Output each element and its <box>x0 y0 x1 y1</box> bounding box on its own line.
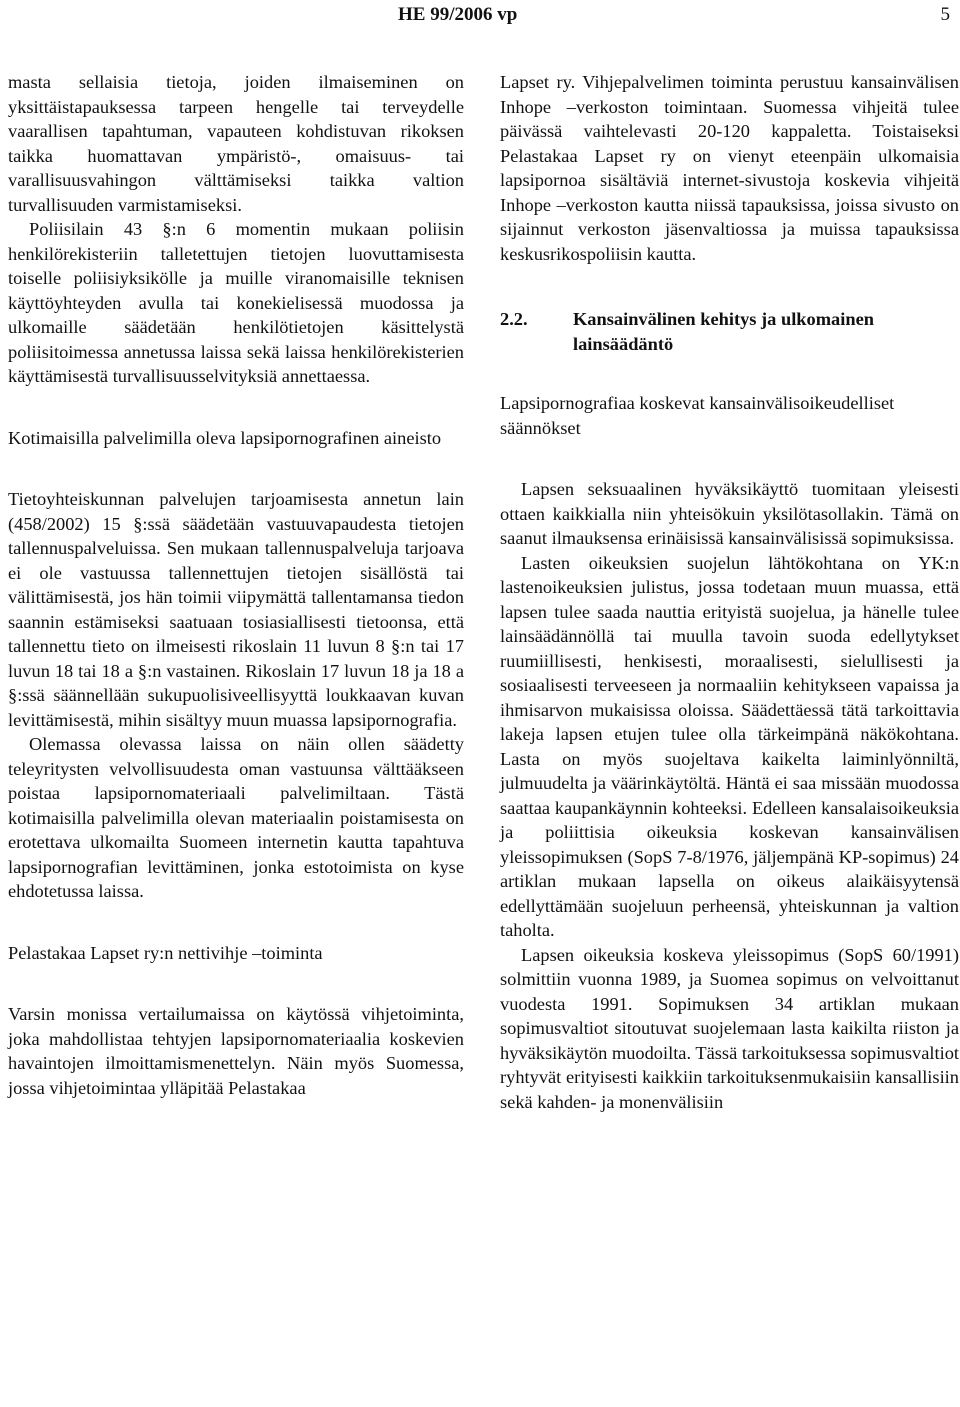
page-number: 5 <box>940 4 950 25</box>
section-title: Kansainvälinen kehitys ja ulkomainen lainsäädäntö <box>573 309 874 354</box>
left-column <box>8 70 464 1100</box>
paragraph: Poliisilain 43 §:n 6 momentin mukaan poliisin henkilörekisteriin talletettujen tietojen luovuttamisesta toiselle poliisiyksikölle ja muille viranomaisille teknisen käyttöyhteyden avulla tai konekielisessä muodossa ja ulkomaille säädetään henkilötietojen käsittelystä poliisitoimessa annetussa laissa sekä laissa henkilörekisterien käyttämisestä turvallisuusselvityksiä annettaessa. <box>8 219 464 386</box>
section-number: 2.2. <box>500 309 528 329</box>
paragraph: Lapset ry. Vihjepalvelimen toiminta perustuu kansainvälisen Inhope –verkoston toimintaan. Suomessa vihjeitä tulee päivässä vaihtelevasti 20-120 kappaletta. Toistaiseksi Pelastakaa Lapset ry on vienyt eteenpäin ulkomaisia lapsipornoa sisältäviä internet-sivustoja koskevia vihjeitä Inhope –verkoston kautta niissä tapauksissa, joissa sivusto on sijainnut verkoston jäsenvaltiossa ja muissa tapauksissa keskusrikospoliisin kautta. <box>500 72 959 264</box>
section-heading <box>500 307 959 356</box>
paragraph: Varsin monissa vertailumaissa on käytössä vihjetoiminta, joka mahdollistaa tehtyjen lapsipornomateriaalia koskevien havaintojen ilmoittamismenettelyn. Näin myös Suomessa, jossa vihjetoimintaa ylläpitää Pelastakaa <box>8 1004 464 1098</box>
subheading: Lapsipornografiaa koskevat kansainvälisoikeudelliset säännökset <box>500 393 895 438</box>
subheading: Kotimaisilla palvelimilla oleva lapsipornografinen aineisto <box>8 427 442 448</box>
running-header <box>0 4 960 34</box>
right-column <box>500 70 959 1114</box>
paragraph: Lapsen seksuaalinen hyväksikäyttö tuomitaan yleisesti ottaen kaikkialla niin yhteisökuin yksilötasollakin. Tämä on saanut ilmauksensa erinäisissä kansainvälisissä sopimuksissa. <box>500 479 959 548</box>
paragraph: Lapsen oikeuksia koskeva yleissopimus (SopS 60/1991) solmittiin vuonna 1989, ja Suomea sopimus on velvoittanut vuodesta 1991. Sopimuksen 34 artiklan mukaan sopimusvaltiot sitoutuvat suojelemaan lasta kaikilta riiston ja hyväksikäytön muodoilta. Tässä tarkoituksessa sopimusvaltiot ryhtyvät erityisesti kaikkiin tarkoituksenmukaisiin kansallisiin sekä kahden- ja monenvälisiin <box>500 944 959 1112</box>
paragraph: Olemassa olevassa laissa on näin ollen säädetty teleyritysten velvollisuudesta oman vastuunsa välttääkseen poistaa lapsipornomateriaali palvelimiltaan. Tästä kotimaisilla palvelimilla olevan materiaalin poistamisesta on erotettava ulkomailta Suomeen internetin kautta tapahtuva lapsipornografian levittäminen, jonka estotoimista on kyse ehdotetussa laissa. <box>8 734 464 901</box>
subheading: Pelastakaa Lapset ry:n nettivihje –toiminta <box>8 942 323 963</box>
paragraph: Tietoyhteiskunnan palvelujen tarjoamisesta annetun lain (458/2002) 15 §:ssä säädetään vastuuvapaudesta tietojen tallennuspalveluissa. Sen mukaan tallennuspalveluja tarjoava ei ole vastuussa tallennettujen tietojen sisällöstä tai välittämisestä, jos hän toimii viipymättä tallentamansa tiedon saannin estämiseksi saatuaan tosiasiallisesti tietoonsa, että tallennettu tieto on ilmeisesti rikoslain 11 luvun 8 §:n tai 17 luvun 18 tai 18 a §:n vastainen. Rikoslain 17 luvun 18 ja 18 a §:ssä säännellään sukupuolisiveellisyyttä loukkaavan kuvan levittämisestä, mihin sisältyy muun muassa lapsipornografia. <box>8 489 464 730</box>
document-id: HE 99/2006 vp <box>398 4 518 25</box>
paragraph: masta sellaisia tietoja, joiden ilmaiseminen on yksittäistapauksessa tarpeen hengelle tai terveydelle vaarallisen tapahtuman, vapauteen kohdistuvan rikoksen taikka huomattavan ympäristö-, omaisuus- tai varallisuusvahingon välttämiseksi taikka valtion turvallisuuden varmistamiseksi. <box>8 72 464 215</box>
paragraph: Lasten oikeuksien suojelun lähtökohtana on YK:n lastenoikeuksien julistus, jossa todetaan muun muassa, että lapsen tulee saada nauttia erityistä suojelua, ja hänelle tulee lainsäädännöllä tai muulla tavoin suoda edellytykset ruumiillisesti, henkisesti, moraalisesti, sielullisesti ja sosiaalisesti terveeseen ja normaaliin kehitykseen vapaissa ja ihmisarvon mukaisissa oloissa. Säädettäessä tätä tarkoittavia lakeja lapsen etujen tulee olla tärkeimpänä näkökohtana. Lasta on myös suojeltava kaikelta laiminlyönniltä, julmuudelta ja väärinkäytöltä. Häntä ei saa missään muodossa saattaa kaupankäynnin kohteeksi. Edelleen kansalaisoikeuksia ja poliittisia oikeuksia koskevan kansainvälisen yleissopimuksen (SopS 7-8/1976, jäljempänä KP-sopimus) 24 artiklan mukaan lapsella on oikeus alaikäisyytensä edellyttämään suojeluun perheensä, yhteiskunnan ja valtion taholta. <box>500 552 959 940</box>
